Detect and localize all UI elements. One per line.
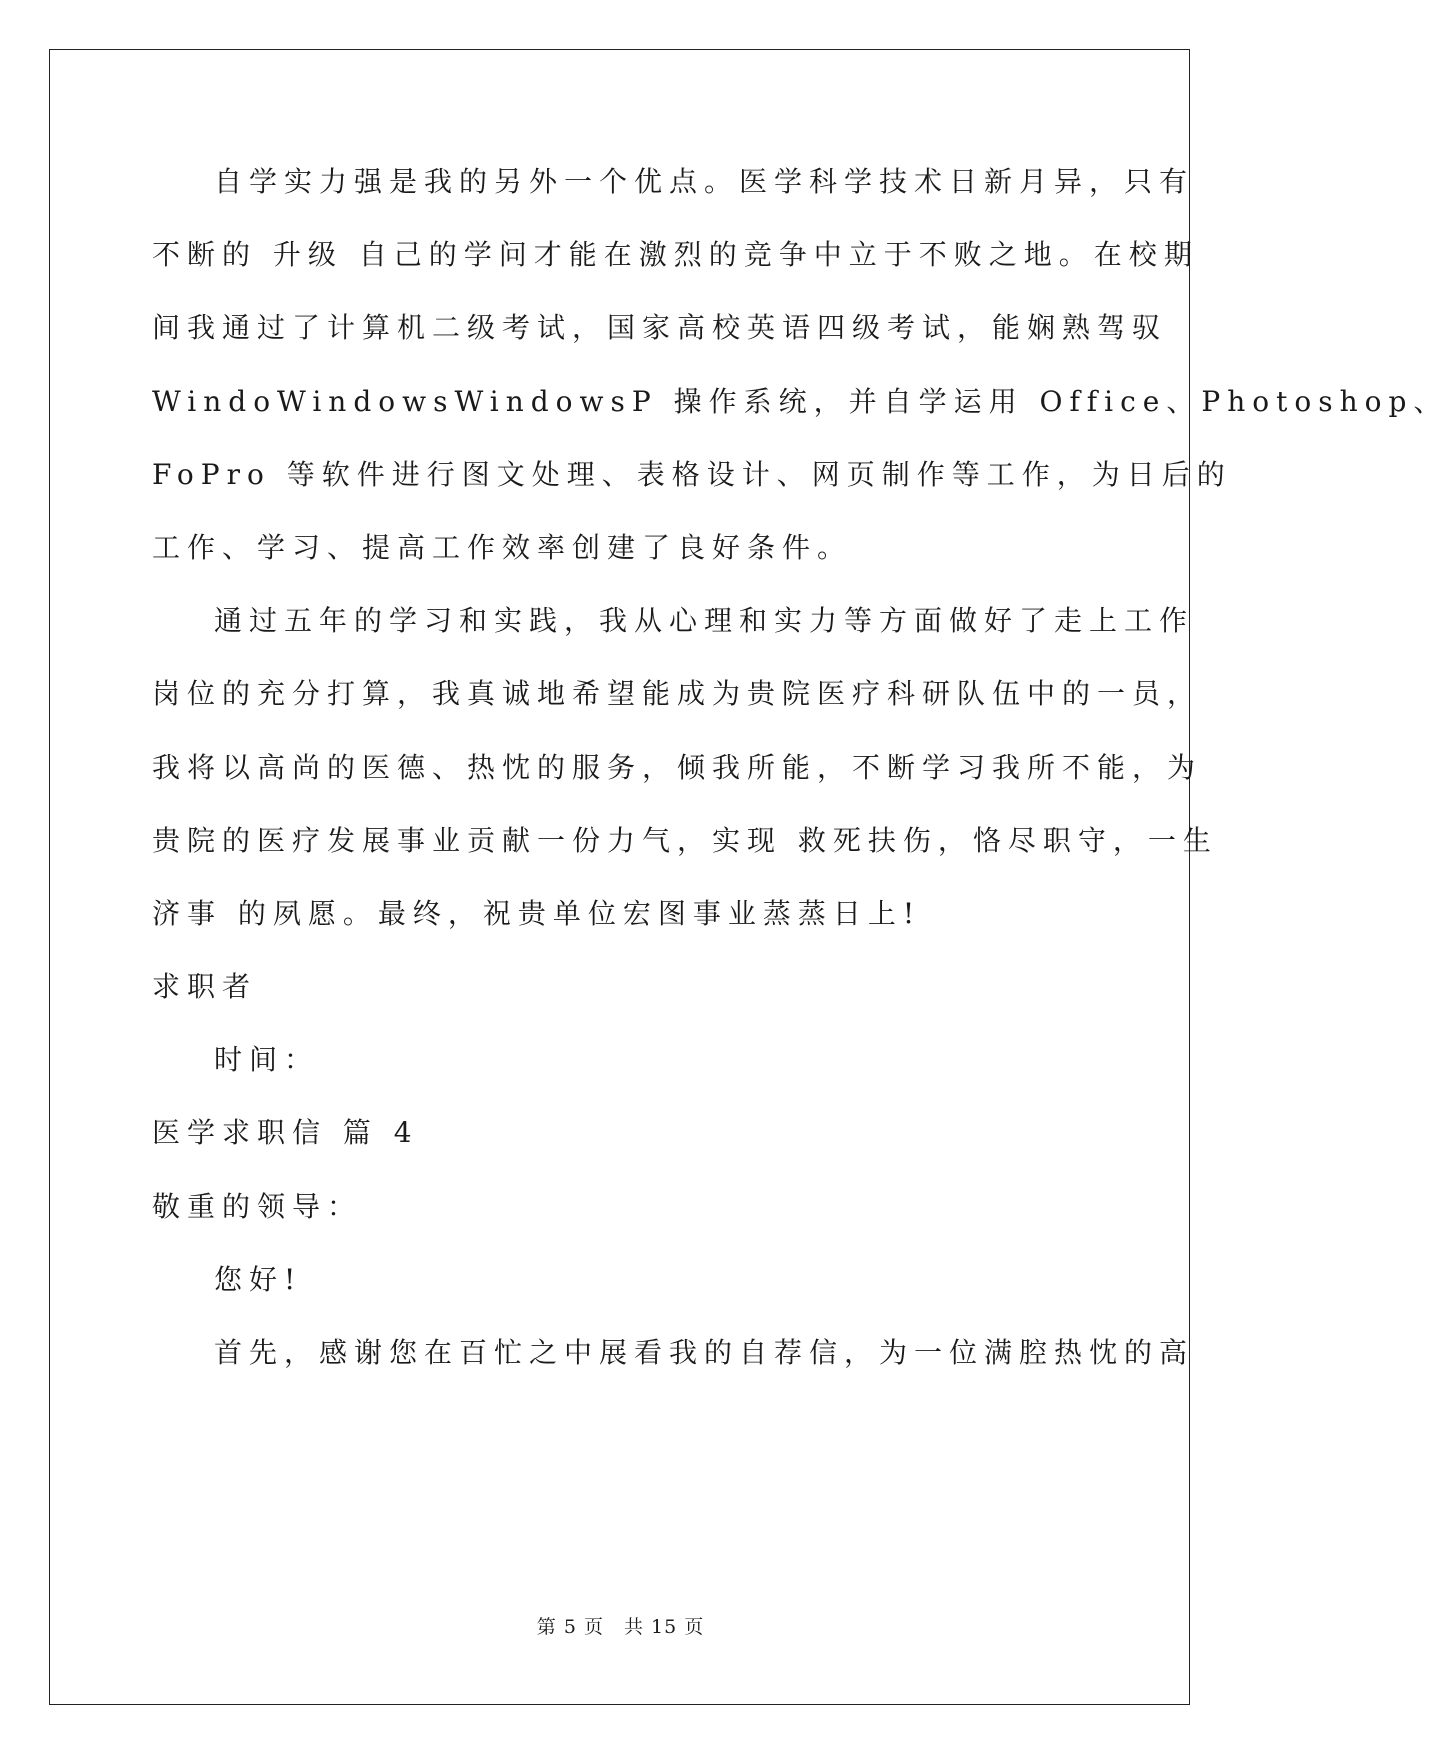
paragraph-2-line-2: 岗位的充分打算，我真诚地希望能成为贵院医疗科研队伍中的一员， — [152, 677, 1203, 710]
signature: 求职者 — [152, 970, 258, 1003]
paragraph-1-line-4: WindoWindowsWindowsP 操作系统，并自学运用 Office、Photoshop、 — [152, 385, 1448, 418]
page-border — [49, 49, 1448, 1705]
paragraph-1-line-3: 间我通过了计算机二级考试，国家高校英语四级考试，能娴熟驾驭 — [152, 311, 1168, 344]
paragraph-1-line-1: 自学实力强是我的另外一个优点。医学科学技术日新月异，只有 — [214, 165, 1195, 198]
section-heading: 医学求职信 篇 4 — [152, 1116, 419, 1149]
paragraph-1-line-2: 不断的 升级 自己的学问才能在激烈的竞争中立于不败之地。在校期 — [152, 238, 1199, 271]
paragraph-1-line-6: 工作、学习、提高工作效率创建了良好条件。 — [152, 531, 853, 564]
page-footer: 第 5 页 共 15 页 — [536, 1616, 705, 1638]
salutation: 敬重的领导： — [152, 1190, 363, 1223]
paragraph-3-line-1: 首先，感谢您在百忙之中展看我的自荐信，为一位满腔热忱的高 — [214, 1336, 1195, 1369]
paragraph-1-line-5: FoPro 等软件进行图文处理、表格设计、网页制作等工作，为日后的 — [152, 458, 1232, 491]
date-label: 时间： — [214, 1043, 320, 1076]
paragraph-2-line-4: 贵院的医疗发展事业贡献一份力气，实现 救死扶伤，恪尽职守，一生 — [152, 824, 1218, 857]
greeting: 您好! — [214, 1263, 303, 1296]
paragraph-2-line-3: 我将以高尚的医德、热忱的服务，倾我所能，不断学习我所不能，为 — [152, 751, 1203, 784]
paragraph-2-line-1: 通过五年的学习和实践，我从心理和实力等方面做好了走上工作 — [214, 604, 1195, 637]
paragraph-2-line-5: 济事 的夙愿。最终，祝贵单位宏图事业蒸蒸日上! — [152, 897, 922, 930]
